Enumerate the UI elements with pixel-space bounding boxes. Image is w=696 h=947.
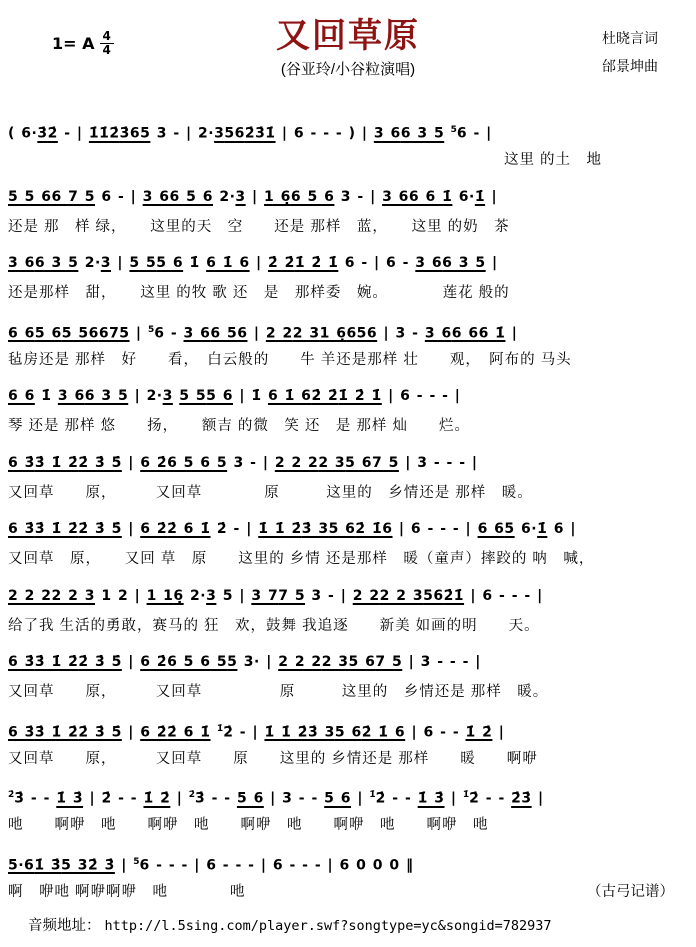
lyrics-row [8,747,688,771]
credits [602,26,658,82]
score-line [8,711,688,778]
audio-address-label: 音频地址： [28,918,101,934]
lyrics-row [8,215,688,239]
score-line [8,378,688,445]
time-signature [100,30,114,57]
lyrics-row [8,813,688,837]
lyrics-row [8,614,688,638]
key-label: 1= A [52,34,95,54]
notation-row: 6 3̇3̇ 1̇ 2̇2̇ 3̇ 5̇ | 6 2̇6 5 6 5 3 - | 2 2 22 35 67 5 | 3 - - - | [8,454,478,471]
lyrics-text: 还是 那 样 绿， 这里的天 空 还是 那样 蓝， 这里 的奶 茶 [8,218,510,235]
lyrics-text: 又回草 原， 又回草 原 这里的 乡情还是 那样 暖。 [8,684,549,700]
score [0,110,696,910]
notation-row: 6 3̇3̇ 1̇ 2̇2̇ 3̇ 5̇ | 6 2̇2̇ 6 1̇ $^{1̇}$2̇ - | 1̇ 1̇ 2̇3̇ 35 62̇ 1̇ 6 | 6 - - 1̇ 2̇ | [8,723,505,741]
lyricist-credit: 杜晓言词 [602,32,658,47]
notation-row: 6 3̇3̇ 1̇ 2̇2̇ 3̇ 5̇ | 6 2̇6 5 6 55 3· | 2 2 22 35 67 5 | 3 - - - | [8,654,481,670]
lyrics-text: 又回草 原， 又回草 原 这里的 乡情还是 那样 暖。 [8,484,533,501]
score-line [8,578,688,645]
lyrics-text: 又回草 原， 又回草 原 这里的 乡情还是 那样 暖 啊咿 [8,750,538,767]
score-line [8,844,688,911]
lyrics-text: 啊 咿吔 啊咿啊咿 吔 吔 [8,883,246,900]
score-line [8,312,688,379]
lyrics-row [8,880,688,904]
lyrics-row [8,348,688,372]
notation-row: 3 66 3 5 2·3 | 5 55 6 1̇ 6 1̇ 6 | 2̇ 2̇1̇ 2̇ 1̇ 6 - | 6 - 3 66 3 5 | [8,255,498,271]
lyrics-row [8,547,688,571]
lyrics-text: 这里 的土 地 [8,152,603,168]
song-subtitle: (谷亚玲/小谷粒演唱) [280,61,416,79]
score-line [8,777,688,844]
lyrics-row [8,680,688,704]
time-signature-bottom: 4 [102,43,111,58]
audio-address [28,914,552,935]
score-line [8,511,688,578]
score-line [8,179,688,246]
notation-row: 5·61̇ 3̇5 32̇ 3̇ | $^5$6 - - - | 6 - - - | 6 - - - | 6 0 0 0 ‖ [8,856,414,874]
notation-row: 6 6 1̇ 3 66 3 5 | 2·3 5 55 6 | 1̇ 6 1̇ 62̇ 2̇1̇ 2̇ 1̇ | 6 - - - | [8,388,461,404]
notation-row: 6 65 65 56675 | $^5$6 - 3 66 56 | 2 22 31 6̣656 | 3 - 3 66 66 1̇ | [8,324,518,342]
notation-row: ( 6·3̇2̇ - | 1̇1̇2̇3̇65 3 - | 2·3562̇3̇1̇ | 6 - - - ) | 3 66 3 5 $^5$6 - | [8,125,492,142]
score-header [0,0,696,110]
score-line [8,445,688,512]
notation-row: $^{2̇}$3̇ - - 1̇ 3̇ | 2̇ - - 1̇ 2̇ | $^{2̇}$3̇ - - 5 6 | 3 - - 5 6 | $^{1̇}$2̇ - - 1̇ 3̇ | $^{1̇}$2̇ - - 2̇3̇ | [8,790,544,807]
composer-credit: 邰景坤曲 [602,60,658,75]
score-line [8,644,688,711]
lyrics-text: 还是那样 甜， 这里 的牧 歌 还 是 那样委 婉。 莲花 般的 [8,285,510,301]
key-signature [52,30,114,57]
notation-row: 6 3̇3̇ 1̇ 2̇2̇ 3̇ 5̇ | 6 2̇2̇ 6 1̇ 2̇ - | 1̇ 1̇ 2̇3̇ 35 62̇ 1̇6 | 6 - - - | 6 65 6·1̇ 6 | [8,521,576,537]
song-title: 又回草原 [276,17,420,55]
lyrics-row [8,281,688,305]
notation-row: 2 2 22 2 3 1 2 | 1 16̣ 2·3 5 | 3 77 5 3 - | 2 22 2 3562̇1̇ | 6 - - - | [8,587,543,604]
notation-credit: （古弓记谱） [587,883,674,900]
lyrics-row [8,481,688,505]
time-signature-top: 4 [100,30,114,44]
lyrics-text: 吔 啊咿 吔 啊咿 吔 啊咿 吔 啊咿 吔 啊咿 吔 [8,817,489,833]
lyrics-text: 给了我 生活的勇敢，赛马的 狂 欢，鼓舞 我追逐 新美 如画的明 天。 [8,617,540,634]
score-line [8,112,688,179]
lyrics-text: 又回草 原， 又回 草 原 这里的 乡情 还是那样 暖（童声）摔跤的 呐 喊， [8,551,595,567]
lyrics-row [8,414,688,438]
lyrics-row [8,148,688,172]
score-line [8,245,688,312]
lyrics-text: 琴 还是 那样 悠 扬， 额吉 的微 笑 还 是 那样 灿 烂。 [8,418,470,434]
notation-row: 5 5 66 7 5 6 - | 3 66 5 6 2·3 | 1 6̣6 5 6 3 - | 3 66 6 1̇ 6·1̇ | [8,188,498,205]
lyrics-text: 毡房还是 那样 好 看， 白云般的 牛 羊还是那样 壮 观， 阿布的 马头 [8,351,572,368]
audio-url-link[interactable]: http://l.5sing.com/player.swf?songtype=yc&songid=782937 [104,918,552,934]
